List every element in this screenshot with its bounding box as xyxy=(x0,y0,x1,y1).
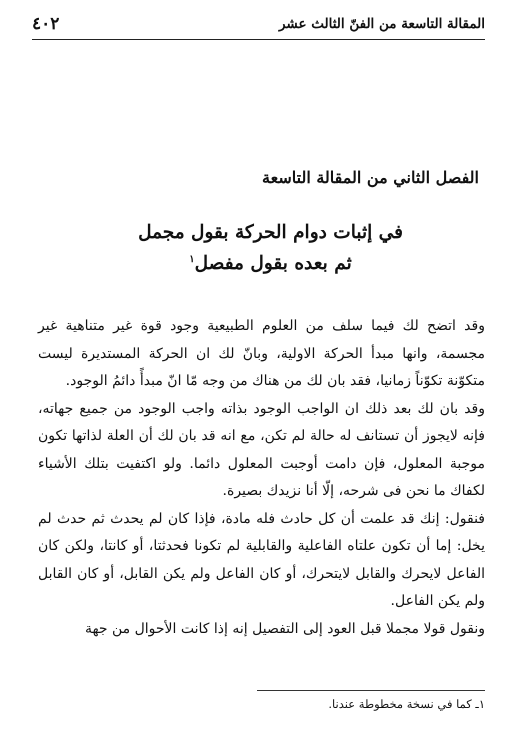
chapter-title: الفصل الثاني من المقالة التاسعة xyxy=(262,168,479,187)
section-title-line-2 xyxy=(12,253,517,274)
paragraph: فنقول: إنك قد علمت أن كل حادث فله مادة، فإذا كان لم يحدث ثم حدث لم يخل: إما أن تكون علتاه الفاعلية والقابلية لم تكونا فحدثتا، أو كانتا، ولكن كان الفاعل لايحرك والقابل لايتحرك، أو كان الفاعل ولم يكن القابل، أو كان القابل ولم يكن الفاعل. xyxy=(38,510,485,609)
running-header xyxy=(32,14,485,40)
footnote-divider xyxy=(257,690,485,691)
header-divider xyxy=(32,39,485,40)
paragraph: ونقول قولا مجملا قبل العود إلى التفصيل إنه إذا كانت الأحوال من جهة xyxy=(84,620,485,637)
footnote-reference: ١ xyxy=(189,253,195,265)
section-title-line-2-text: ثم بعده بقول مفصل xyxy=(194,253,352,274)
paragraph: وقد اتضح لك فيما سلف من العلوم الطبيعية وجود قوة غير متناهية غير مجسمة، وانها مبدأ الحركة الاولية، وبانّ لك ان الحركة المستديرة ليست متكوّنة تكوّناً زمانيا، فقد بان لك من هناك من وجه مّا انّ مبدأً دائمُ الوجود. xyxy=(38,318,485,389)
running-header-title: المقالة التاسعة من الفنّ الثالث عشر xyxy=(278,16,485,32)
paragraph: وقد بان لك بعد ذلك ان الواجب الوجود بذاته واجب الوجود من جميع جهاته، فإنه لايجوز أن تستانف له حالة لم تكن، مع انه قد بان لك أن العلة لذاتها تكون موجبة المعلول، فإن دامت أوجبت المعلول دائما. ولو اكتفيت بتلك الأشياء لكفاك ما نحن فى شرحه، إلّا أنا نزيدك بصيرة. xyxy=(38,400,485,499)
section-title-line-1: في إثبات دوام الحركة بقول مجمل xyxy=(138,222,403,243)
page-number: ٤٠٢ xyxy=(32,14,60,34)
footnote: ١ـ كما في نسخة مخطوطة عندنا. xyxy=(328,697,485,711)
body-text xyxy=(38,313,485,643)
